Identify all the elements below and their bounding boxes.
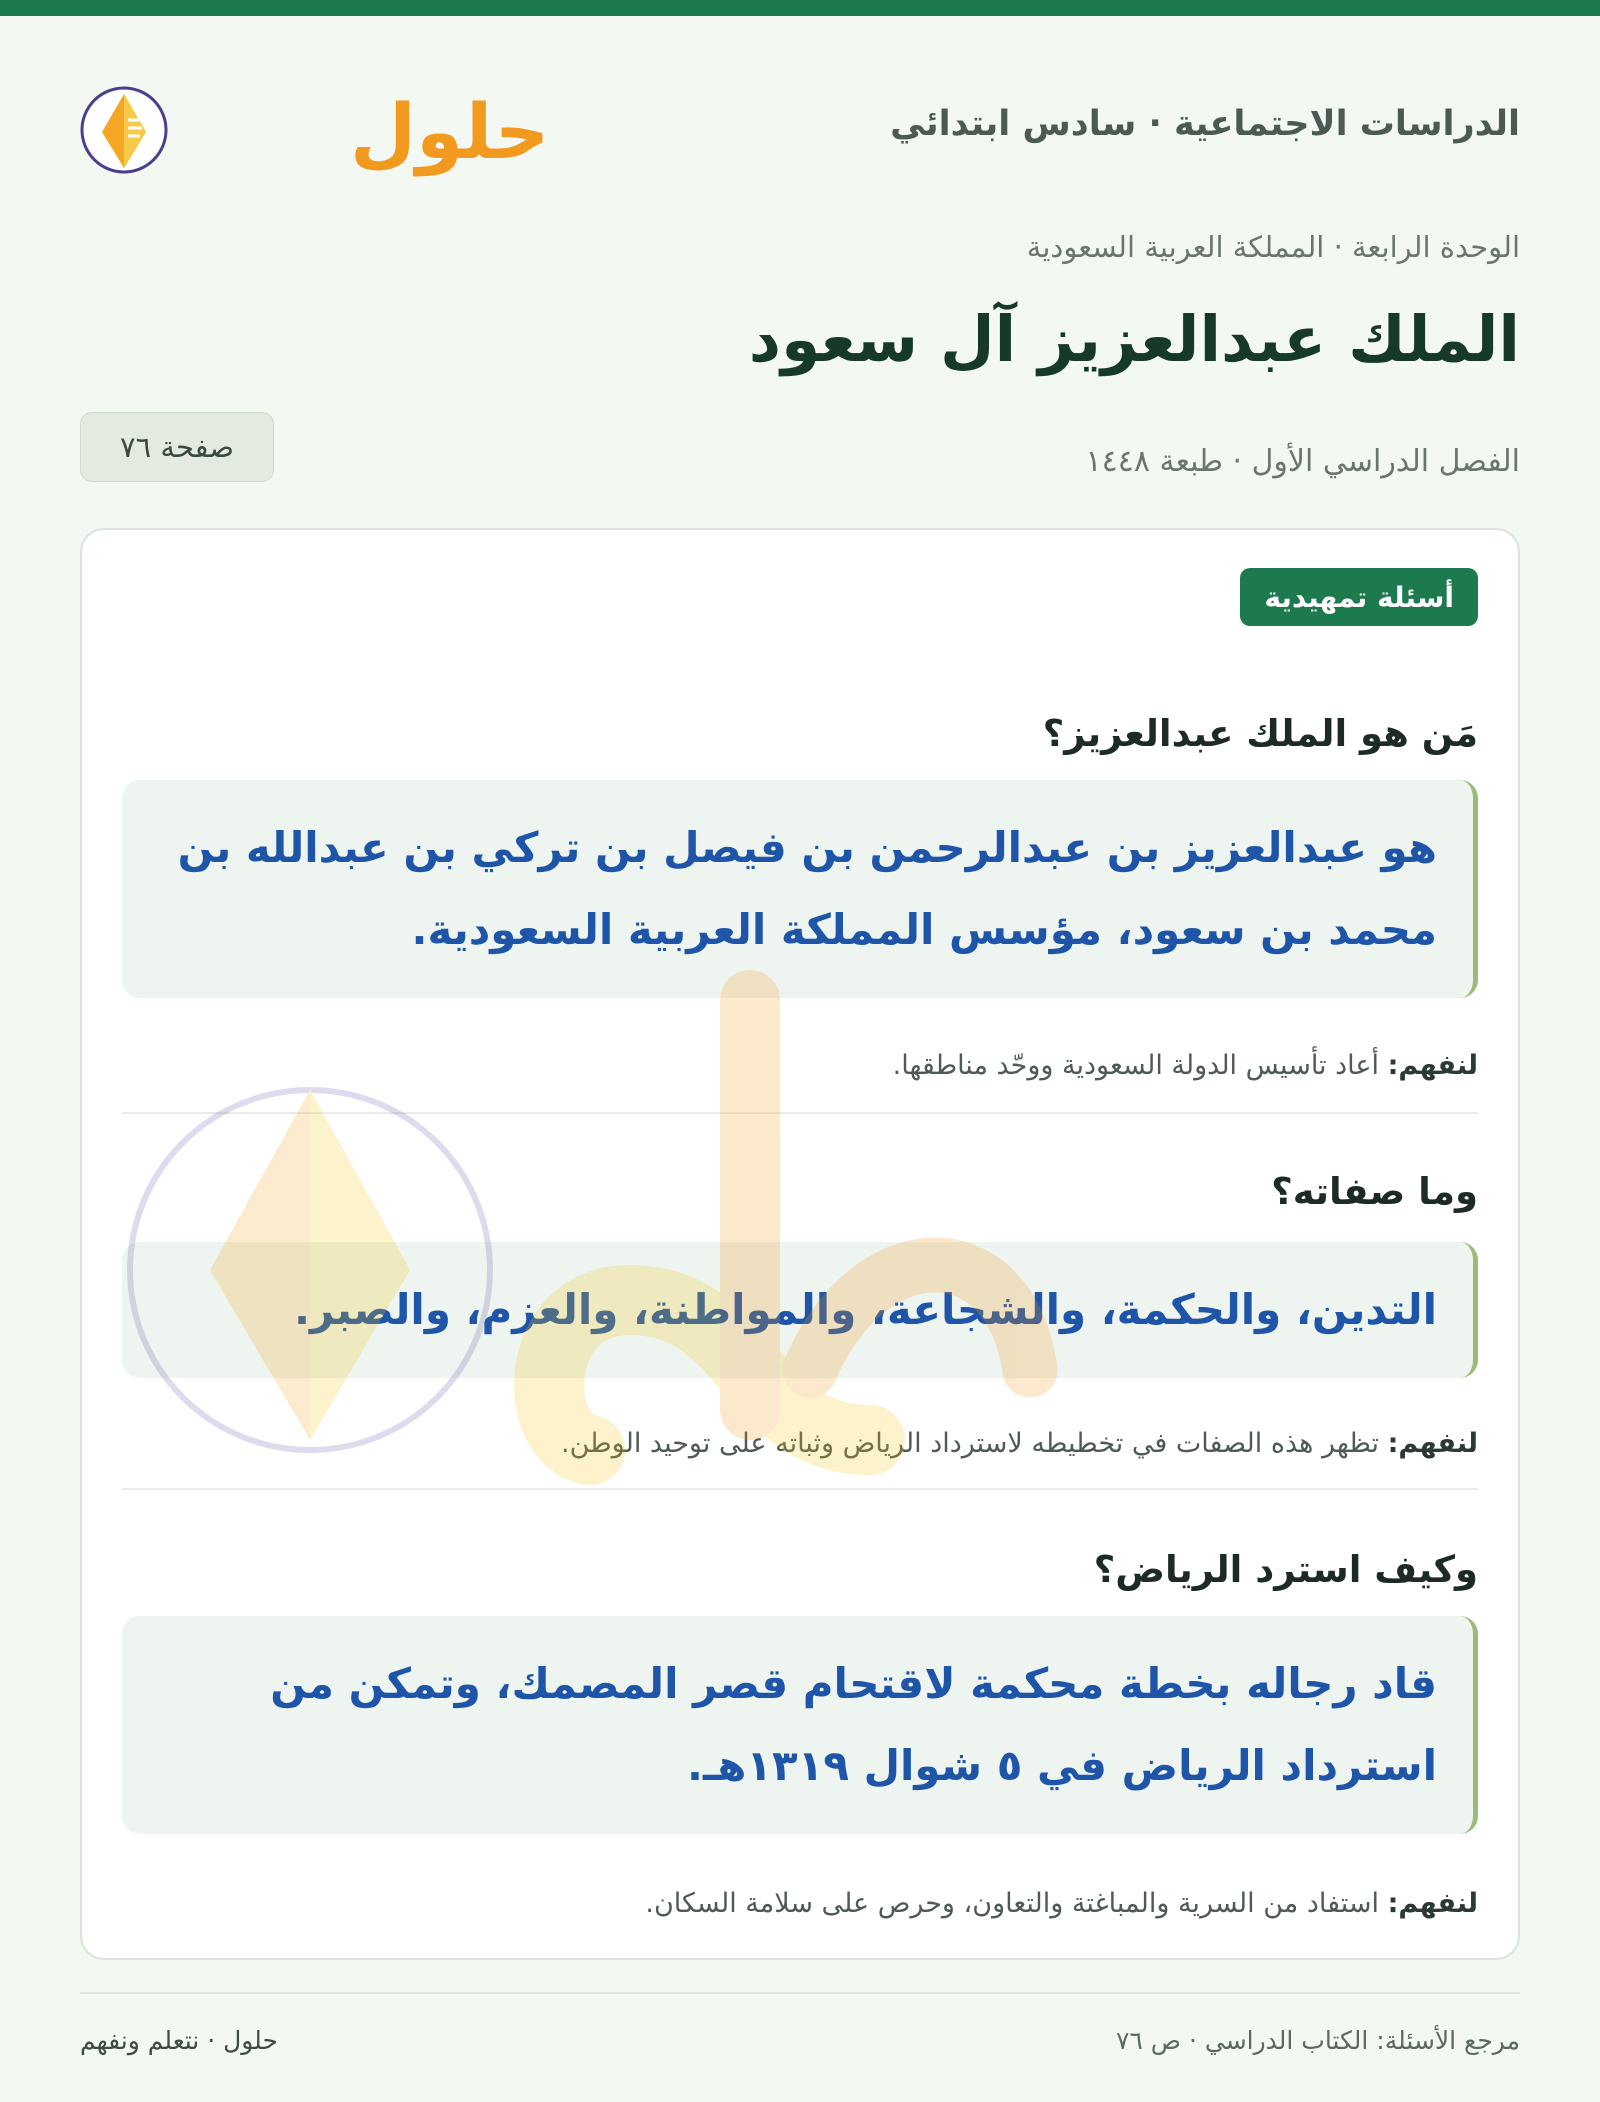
lesson-title: الملك عبدالعزيز آل سعود xyxy=(748,303,1520,376)
note-1 xyxy=(893,1050,1478,1081)
answer-1 xyxy=(178,807,1437,971)
note-2-text: تظهر هذه الصفات في تخطيطه لاسترداد الرياض وثباته على توحيد الوطن. xyxy=(561,1428,1380,1459)
answer-3-line-1: قاد رجاله بخطة محكمة لاقتحام قصر المصمك، وتمكن من xyxy=(270,1659,1437,1708)
hulool-logo[interactable] xyxy=(80,68,550,188)
book-icon xyxy=(82,88,166,172)
breadcrumb: الوحدة الرابعة · المملكة العربية السعودية xyxy=(1026,230,1520,264)
note-label: لنفهم: xyxy=(1387,1428,1478,1459)
answer-2-line-1: التدين، والحكمة، والشجاعة، والمواطنة، والعزم، والصبر. xyxy=(294,1285,1437,1334)
section-badge: أسئلة تمهيدية xyxy=(1240,568,1478,626)
divider xyxy=(122,1488,1478,1490)
note-3 xyxy=(645,1888,1478,1919)
question-3: وكيف استرد الرياض؟ xyxy=(1093,1548,1478,1591)
footer-divider xyxy=(80,1992,1520,1994)
term-info: الفصل الدراسي الأول · طبعة ١٤٤٨ xyxy=(1085,444,1520,479)
answer-3-line-2: استرداد الرياض في ٥ شوال ١٣١٩هـ. xyxy=(686,1741,1437,1790)
question-2: وما صفاته؟ xyxy=(1271,1170,1478,1213)
answer-box-3 xyxy=(122,1616,1478,1834)
divider xyxy=(122,1112,1478,1114)
top-accent-bar xyxy=(0,0,1600,16)
answer-1-line-1: هو عبدالعزيز بن عبدالرحمن بن فيصل بن تركي بن عبدالله بن xyxy=(177,823,1437,872)
subject-title: الدراسات الاجتماعية · سادس ابتدائي xyxy=(890,104,1520,144)
footer-brand: حلول · نتعلم ونفهم xyxy=(80,2026,278,2055)
note-1-text: أعاد تأسيس الدولة السعودية ووحّد مناطقها. xyxy=(892,1050,1380,1081)
footer-reference: مرجع الأسئلة: الكتاب الدراسي · ص ٧٦ xyxy=(1115,2026,1520,2055)
note-label: لنفهم: xyxy=(1387,1888,1478,1919)
note-2 xyxy=(561,1428,1478,1459)
answer-box-1 xyxy=(122,780,1478,998)
answer-2 xyxy=(294,1269,1437,1351)
questions-card xyxy=(80,528,1520,1960)
logo-wordmark: حلول xyxy=(350,87,550,176)
note-3-text: استفاد من السرية والمباغتة والتعاون، وحرص على سلامة السكان. xyxy=(645,1888,1380,1919)
answer-1-line-2: محمد بن سعود، مؤسس المملكة العربية السعودية. xyxy=(411,905,1437,954)
answer-3 xyxy=(270,1643,1437,1807)
note-label: لنفهم: xyxy=(1387,1050,1478,1081)
question-1: مَن هو الملك عبدالعزيز؟ xyxy=(1042,712,1478,755)
answer-box-2 xyxy=(122,1242,1478,1378)
page-number-badge: صفحة ٧٦ xyxy=(80,412,274,482)
